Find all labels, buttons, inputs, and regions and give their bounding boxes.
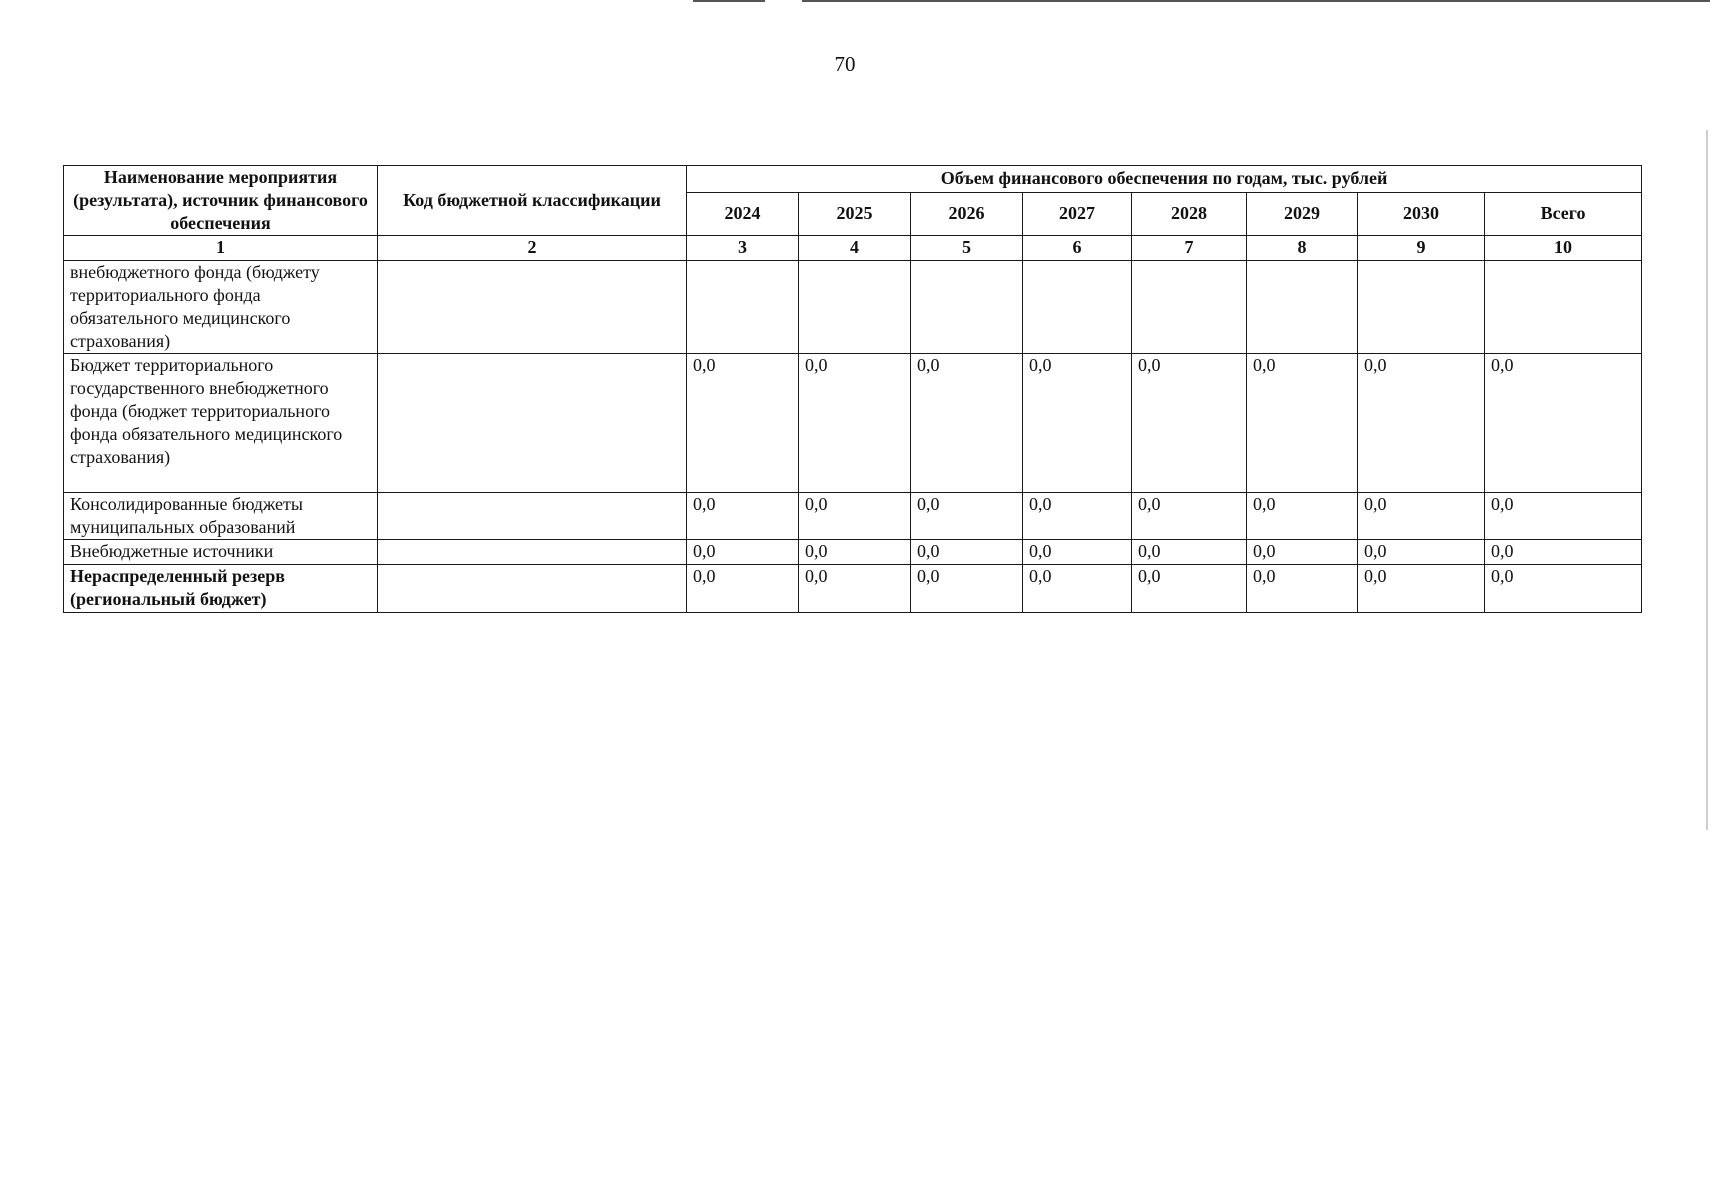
row-value: 0,0 (1358, 565, 1485, 613)
row-budget-code (378, 493, 687, 540)
row-name: Бюджет территориального государственного внебюджетного фонда (бюджет территориального фонда обязательного медицинского страхования) (64, 354, 378, 493)
row-budget-code (378, 261, 687, 354)
header-budget-code: Код бюджетной классификации (378, 166, 687, 236)
financing-table-container (63, 165, 1641, 613)
column-number-row (64, 236, 1642, 261)
header-total: Всего (1485, 192, 1642, 235)
column-number: 5 (911, 236, 1023, 261)
row-budget-code (378, 565, 687, 613)
header-year-2025: 2025 (799, 192, 911, 235)
row-value: 0,0 (687, 354, 799, 493)
page-number: 70 (834, 52, 856, 76)
column-number: 10 (1485, 236, 1642, 261)
row-value: 0,0 (687, 540, 799, 565)
row-value (799, 261, 911, 354)
column-number: 2 (378, 236, 687, 261)
row-value (687, 261, 799, 354)
row-value: 0,0 (1132, 354, 1247, 493)
row-value: 0,0 (911, 354, 1023, 493)
row-value: 0,0 (1023, 493, 1132, 540)
financing-table (63, 165, 1642, 613)
table-row (64, 565, 1642, 613)
column-number: 9 (1358, 236, 1485, 261)
row-value: 0,0 (1247, 493, 1358, 540)
row-value: 0,0 (1023, 540, 1132, 565)
row-value: 0,0 (1485, 354, 1642, 493)
row-value (911, 261, 1023, 354)
row-name: Нераспределенный резерв (региональный бюджет) (64, 565, 378, 613)
row-name: Консолидированные бюджеты муниципальных образований (64, 493, 378, 540)
row-value: 0,0 (1023, 354, 1132, 493)
column-number: 3 (687, 236, 799, 261)
row-value: 0,0 (1023, 565, 1132, 613)
column-number: 4 (799, 236, 911, 261)
row-value: 0,0 (1485, 565, 1642, 613)
row-value: 0,0 (1358, 493, 1485, 540)
header-financing-volume: Объем финансового обеспечения по годам, тыс. рублей (687, 166, 1642, 193)
header-year-2026: 2026 (911, 192, 1023, 235)
row-value: 0,0 (1358, 354, 1485, 493)
row-value (1485, 261, 1642, 354)
header-name: Наименование мероприятия (результата), источник финансового обеспечения (64, 166, 378, 236)
row-value: 0,0 (1132, 493, 1247, 540)
row-budget-code (378, 540, 687, 565)
row-value: 0,0 (911, 540, 1023, 565)
table-row (64, 261, 1642, 354)
table-body (64, 236, 1642, 613)
row-budget-code (378, 354, 687, 493)
row-value: 0,0 (1132, 540, 1247, 565)
column-number: 1 (64, 236, 378, 261)
row-name: внебюджетного фонда (бюджету территориального фонда обязательного медицинского страхования) (64, 261, 378, 354)
row-value: 0,0 (1247, 354, 1358, 493)
column-number: 8 (1247, 236, 1358, 261)
header-year-2027: 2027 (1023, 192, 1132, 235)
row-value: 0,0 (1247, 540, 1358, 565)
row-value (1132, 261, 1247, 354)
row-name: Внебюджетные источники (64, 540, 378, 565)
header-year-2030: 2030 (1358, 192, 1485, 235)
row-value: 0,0 (1132, 565, 1247, 613)
header-year-2028: 2028 (1132, 192, 1247, 235)
header-year-2029: 2029 (1247, 192, 1358, 235)
table-header (64, 166, 1642, 236)
column-number: 7 (1132, 236, 1247, 261)
row-value: 0,0 (1247, 565, 1358, 613)
column-number: 6 (1023, 236, 1132, 261)
row-value: 0,0 (799, 565, 911, 613)
row-value: 0,0 (799, 354, 911, 493)
scan-edge-line-left (693, 0, 765, 2)
row-value: 0,0 (687, 565, 799, 613)
row-value (1247, 261, 1358, 354)
header-year-2024: 2024 (687, 192, 799, 235)
table-row (64, 540, 1642, 565)
row-value: 0,0 (1485, 493, 1642, 540)
row-value: 0,0 (799, 493, 911, 540)
scan-edge-line-right (802, 0, 1710, 2)
row-value (1358, 261, 1485, 354)
row-value: 0,0 (687, 493, 799, 540)
row-value: 0,0 (911, 565, 1023, 613)
row-value: 0,0 (799, 540, 911, 565)
row-value: 0,0 (911, 493, 1023, 540)
table-row (64, 493, 1642, 540)
row-value: 0,0 (1358, 540, 1485, 565)
table-row (64, 354, 1642, 493)
row-value (1023, 261, 1132, 354)
row-value: 0,0 (1485, 540, 1642, 565)
scan-edge-line-vertical (1706, 130, 1708, 830)
